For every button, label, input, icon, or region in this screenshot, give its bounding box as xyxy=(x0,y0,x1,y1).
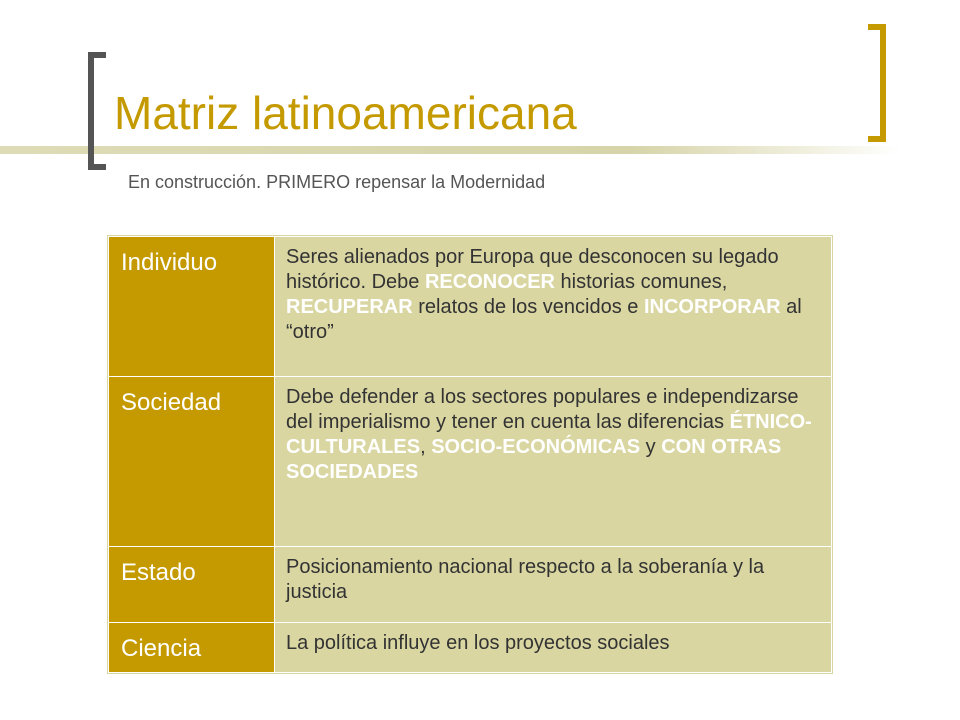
table-row xyxy=(109,377,832,547)
text-segment: La política influye en los proyectos sociales xyxy=(286,632,670,654)
table-row xyxy=(109,547,832,623)
slide-subtitle: En construcción. PRIMERO repensar la Modernidad xyxy=(128,172,546,192)
row-header-individuo: Individuo xyxy=(109,237,275,377)
right-bracket-decoration xyxy=(868,24,886,142)
text-segment: Seres alienados por Europa que desconocen su legado histórico. Debe xyxy=(286,246,779,293)
text-segment: relatos de los vencidos e xyxy=(412,296,644,318)
highlight-text: RECONOCER xyxy=(424,271,555,293)
row-description-sociedad xyxy=(275,377,832,547)
text-segment: y xyxy=(640,436,662,458)
text-segment: historias comunes, xyxy=(554,271,728,293)
row-header-estado: Estado xyxy=(109,547,275,623)
highlight-text: CON OTRAS SOCIEDADES xyxy=(286,436,782,483)
text-segment: , xyxy=(420,436,432,458)
table-row xyxy=(109,237,832,377)
slide-title: Matriz latinoamericana xyxy=(114,87,577,139)
matrix-table xyxy=(108,236,832,673)
text-segment: Debe defender a los sectores populares e independizarse del imperialismo y tener en cuenta las diferencias xyxy=(286,386,799,433)
row-description-estado xyxy=(275,547,832,623)
row-description-individuo xyxy=(275,237,832,377)
highlight-text: RECUPERAR xyxy=(286,296,413,318)
table-row xyxy=(109,623,832,673)
title-underline xyxy=(0,146,900,154)
highlight-text: ÉTNICO-CULTURALES xyxy=(286,411,812,458)
left-bracket-decoration xyxy=(88,52,106,170)
row-header-sociedad: Sociedad xyxy=(109,377,275,547)
text-segment: Posicionamiento nacional respecto a la soberanía y la justicia xyxy=(286,556,765,603)
row-description-ciencia xyxy=(275,623,832,673)
text-segment: al “otro” xyxy=(286,296,802,343)
highlight-text: INCORPORAR xyxy=(643,296,781,318)
row-header-ciencia: Ciencia xyxy=(109,623,275,673)
highlight-text: SOCIO-ECONÓMICAS xyxy=(431,436,641,458)
